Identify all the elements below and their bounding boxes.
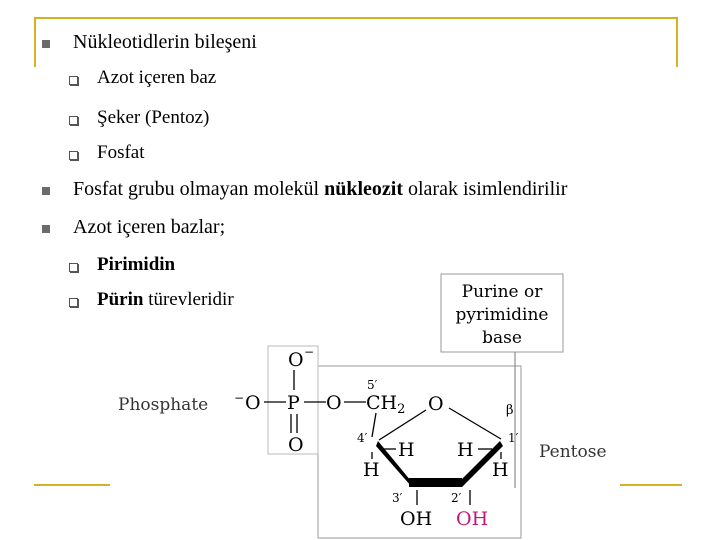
c5-position-label: 5′	[367, 378, 378, 392]
ch2-group: $CH_2$	[366, 392, 406, 417]
h-c4: H	[398, 439, 415, 461]
beta-label: β	[506, 403, 514, 418]
base-label-line1: Purine or	[461, 282, 543, 302]
phosphate-o-top: O	[288, 349, 304, 371]
c5-c4-bond	[372, 413, 376, 437]
list-item-nukleozit: Fosfat grubu olmayan molekül nükleozit olarak isimlendirilir	[73, 178, 568, 200]
h-c1-down: H	[492, 459, 509, 481]
oh-c2: OH	[456, 508, 489, 530]
phosphate-o-double: O	[288, 434, 304, 456]
sub-item-fosfat: Fosfat	[97, 142, 145, 163]
list-item-azot-bazlar: Azot içeren bazlar;	[73, 216, 226, 238]
c1-position-label: 1′	[508, 431, 519, 445]
base-label-line3: base	[482, 328, 522, 348]
sub-item-purin: Pürin türevleridir	[97, 289, 234, 310]
c4-position-label: 4′	[357, 431, 368, 445]
list-item-nukleotid-bileseni: Nükleotidlerin bileşeni	[73, 31, 257, 53]
pentose-label: Pentose	[539, 442, 607, 462]
sub-item-azot: Azot içeren baz	[97, 67, 217, 88]
c3-c2-bold-bond	[409, 478, 462, 487]
sub-item-seker: Şeker (Pentoz)	[97, 107, 210, 128]
h-c1: H	[457, 439, 474, 461]
oh-c3: OH	[400, 508, 433, 530]
h-c4-down: H	[363, 459, 380, 481]
c2-position-label: 2′	[451, 491, 462, 505]
phosphate-o-top-charge: −	[304, 345, 315, 359]
bridge-oxygen: O	[326, 392, 342, 414]
phosphate-o-left-charge: −	[234, 391, 245, 405]
phosphate-label: Phosphate	[118, 395, 209, 415]
sub-item-pirimidin: Pirimidin	[97, 254, 176, 275]
ring-oxygen: O	[428, 393, 444, 415]
phosphate-o-left: O	[245, 392, 261, 414]
c3-position-label: 3′	[392, 491, 403, 505]
o-c1-bond	[449, 408, 501, 439]
base-label-line2: pyrimidine	[455, 305, 549, 325]
phosphorus-atom: P	[287, 392, 300, 414]
